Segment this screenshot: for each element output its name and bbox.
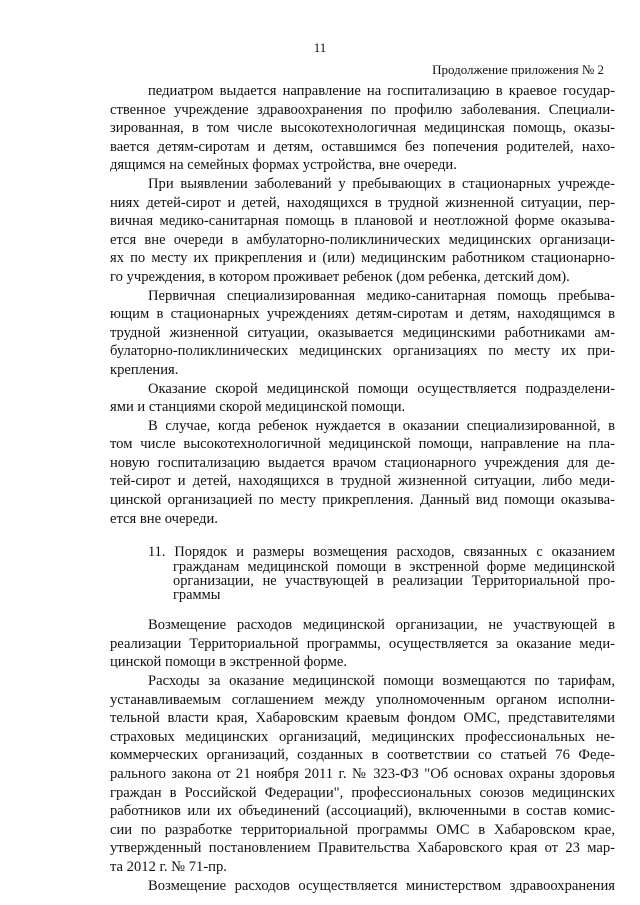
- paragraph-line: ями и станциями скорой медицинской помощи.: [110, 399, 406, 416]
- paragraph-line: Возмещение расходов медицинской организации, не участвующей в: [148, 617, 615, 634]
- paragraph: [110, 287, 615, 380]
- paragraph-line: реализации Территориальной программы, осуществляется за оказание меди-: [110, 635, 615, 652]
- paragraph-line: ющим в стационарных учреждениях детям-сиротам и детям, находящимся в: [110, 306, 615, 323]
- document-body: [110, 82, 615, 895]
- paragraph-line: ется вне очереди в амбулаторно-поликлинических медицинских организаци-: [110, 231, 615, 248]
- paragraph-line: зированная, в том числе высокотехнологичная медицинская помощь, оказы-: [110, 120, 615, 137]
- paragraph: [110, 616, 615, 672]
- paragraph-line: цинской помощи в экстренной форме.: [110, 654, 347, 671]
- paragraph-line: та 2012 г. № 71-пр.: [110, 858, 227, 875]
- paragraph: [110, 417, 615, 529]
- paragraph-line: ется вне очереди.: [110, 510, 218, 527]
- paragraph-line: новую госпитализацию выдается врачом стационарного учреждения для де-: [110, 454, 615, 471]
- paragraph-line: трудной жизненной ситуации, оказывается медицинскими работниками ам-: [110, 324, 615, 341]
- paragraph-line: Расходы за оказание медицинской помощи возмещаются по тарифам,: [148, 673, 615, 690]
- paragraph-line: булаторно-поликлинических медицинских организациях по месту их при-: [110, 343, 615, 360]
- paragraph: [110, 82, 615, 175]
- paragraph: [110, 877, 615, 896]
- section-heading-line: граммы: [173, 587, 221, 604]
- paragraph-line: вичная медико-санитарная помощь в плановой и неотложной форме оказыва-: [110, 213, 615, 230]
- paragraph-line: коммерческих организаций, созданных в соответствии со статьей 76 Феде-: [110, 747, 615, 764]
- paragraph-line: При выявлении заболеваний у пребывающих в стационарных учрежде-: [148, 175, 615, 192]
- paragraph: [110, 380, 615, 417]
- paragraph-line: рального закона от 21 ноября 2011 г. № 323-ФЗ "Об основах охраны здоровья: [110, 766, 615, 782]
- paragraph-line: устанавливаемым соглашением между уполномоченным органом исполни-: [110, 691, 615, 708]
- paragraph-line: работников или их объединений (ассоциаций), включенными в состав комис-: [110, 803, 615, 820]
- paragraph-line: утвержденный постановлением Правительства Хабаровского края от 23 мар-: [110, 840, 615, 857]
- paragraph-line: педиатром выдается направление на госпитализацию в краевое государ-: [148, 83, 615, 99]
- section-heading: [148, 544, 615, 602]
- paragraph-line: ях по месту их прикрепления и (или) медицинским работником стационарно-: [110, 250, 615, 267]
- paragraph-line: тельной власти края, Хабаровским краевым фондом ОМС, представителями: [110, 710, 615, 727]
- paragraph-line: Возмещение расходов осуществляется министерством здравоохранения: [148, 877, 615, 894]
- paragraph-line: Первичная специализированная медико-санитарная помощь пребыва-: [148, 287, 615, 304]
- paragraph-line: вается детям-сиротам и детям, оставшимся без попечения родителей, нахо-: [110, 138, 615, 155]
- paragraph-line: цинской организацией по месту прикрепления. Данный вид помощи оказыва-: [110, 492, 615, 509]
- paragraph-line: ниях детей-сирот и детей, находящихся в трудной жизненной ситуации, пер-: [110, 194, 615, 211]
- paragraph-line: Оказание скорой медицинской помощи осуществляется подразделени-: [148, 380, 615, 397]
- section-heading-line: гражданам медицинской помощи в экстренной форме медицинской: [173, 559, 615, 576]
- paragraph-line: том числе высокотехнологичной медицинской помощи, направление на пла-: [110, 436, 615, 453]
- paragraph-line: страховых медицинских организаций, медицинских профессиональных не-: [110, 728, 615, 745]
- paragraphs-before-section: [110, 82, 615, 528]
- paragraph-line: дящимся на семейных формах устройства, вне очереди.: [110, 157, 457, 174]
- paragraph-line: крепления.: [110, 361, 179, 378]
- paragraph-line: В случае, когда ребенок нуждается в оказании специализированной, в: [148, 417, 615, 434]
- paragraphs-after-section: [110, 616, 615, 895]
- page-number: 11: [313, 40, 327, 55]
- paragraph-line: ственное учреждение здравоохранения по профилю заболевания. Специали-: [110, 101, 615, 118]
- paragraph: [110, 672, 615, 877]
- paragraph-line: го учреждения, в котором проживает ребенок (дом ребенка, детский дом).: [110, 268, 570, 285]
- paragraph-line: сии по разработке территориальной программы ОМС в Хабаровском крае,: [110, 821, 615, 838]
- appendix-continuation-note: Продолжение приложения № 2: [432, 62, 604, 77]
- paragraph-line: тей-сирот и детей, находящихся в трудной жизненной ситуации, либо меди-: [110, 473, 615, 490]
- section-heading-line: 11. Порядок и размеры возмещения расходов, связанных с оказанием: [148, 544, 615, 561]
- section-heading-line: организации, не участвующей в реализации Территориальной про-: [173, 573, 615, 590]
- paragraph: [110, 175, 615, 287]
- paragraph-line: граждан в Российской Федерации", профессиональных союзов медицинских: [110, 784, 615, 801]
